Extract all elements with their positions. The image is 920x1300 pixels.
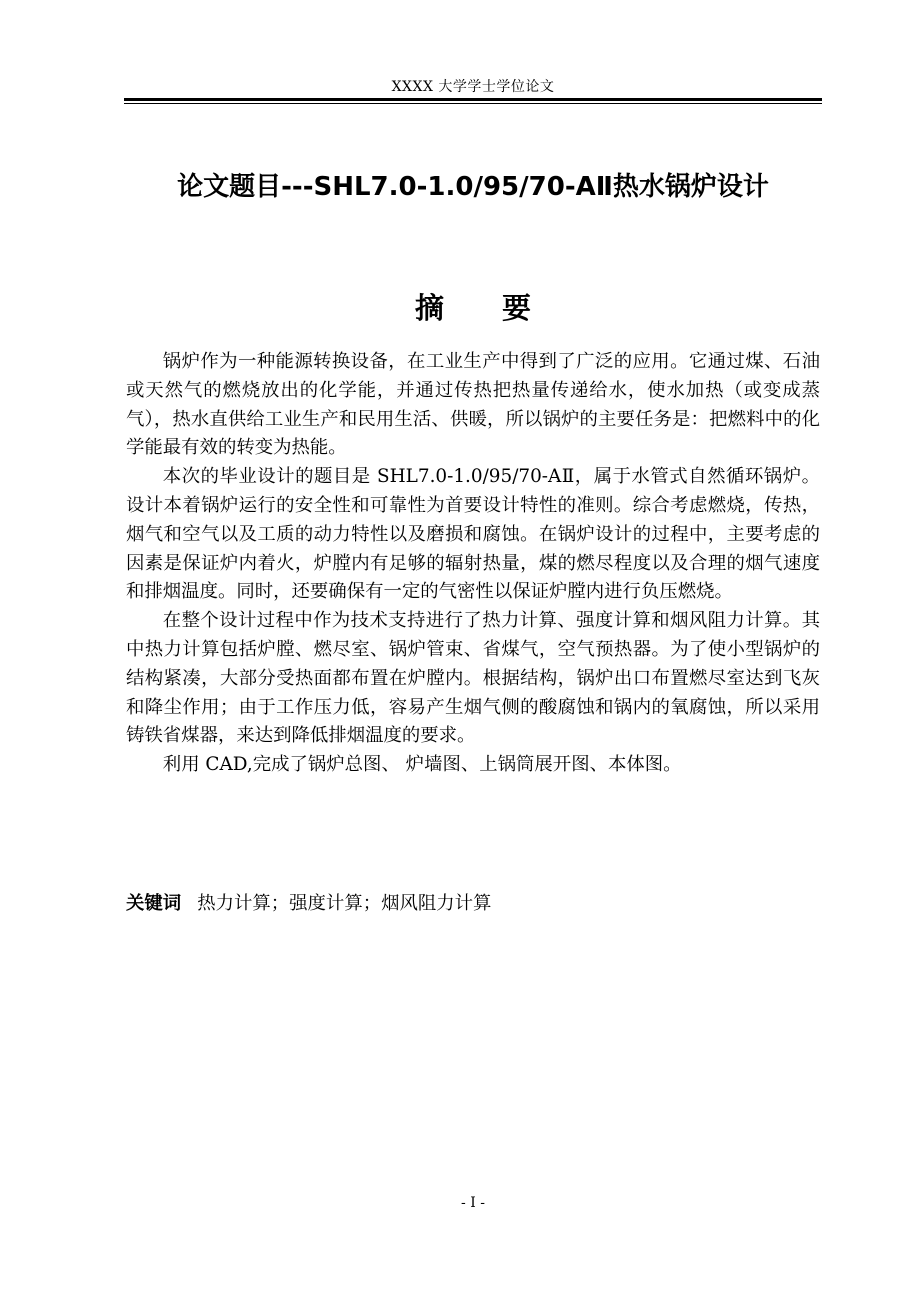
keywords-label: 关键词 bbox=[126, 893, 182, 914]
page-number: - I - bbox=[461, 1195, 485, 1211]
abstract-body bbox=[126, 348, 820, 780]
abstract-paragraph: 锅炉作为一种能源转换设备，在工业生产中得到了广泛的应用。它通过煤、石油或天然气的燃烧放出的化学能，并通过传热把热量传递给水，使水加热（或变成蒸气），热水直供给工业生产和民用生活、供暖，所以锅炉的主要任务是：把燃料中的化学能最有效的转变为热能。 bbox=[126, 351, 820, 459]
keywords-text: 热力计算；强度计算；烟风阻力计算 bbox=[197, 893, 492, 914]
abstract-paragraph: 在整个设计过程中作为技术支持进行了热力计算、强度计算和烟风阻力计算。其中热力计算包括炉膛、燃尽室、锅炉管束、省煤气，空气预热器。为了使小型锅炉的结构紧凑，大部分受热面都布置在炉膛内。根据结构，锅炉出口布置燃尽室达到飞灰和降尘作用；由于工作压力低，容易产生烟气侧的酸腐蚀和锅内的氧腐蚀，所以采用铸铁省煤器，来达到降低排烟温度的要求。 bbox=[126, 610, 820, 747]
running-header: XXXX 大学学士学位论文 bbox=[391, 79, 555, 95]
header-rule-thin bbox=[124, 103, 822, 104]
keywords-line bbox=[126, 890, 820, 918]
abstract-paragraph: 本次的毕业设计的题目是 SHL7.0-1.0/95/70-AⅡ，属于水管式自然循环锅炉。设计本着锅炉运行的安全性和可靠性为首要设计特性的准则。综合考虑燃烧，传热，烟气和空气以及工质的动力特性以及磨损和腐蚀。在锅炉设计的过程中，主要考虑的因素是保证炉内着火，炉膛内有足够的辐射热量，煤的燃尽程度以及合理的烟气速度和排烟温度。同时，还要确保有一定的气密性以保证炉膛内进行负压燃烧。 bbox=[126, 466, 820, 603]
header-rule-thick bbox=[124, 98, 822, 101]
abstract-paragraph: 利用 CAD,完成了锅炉总图、 炉墙图、上锅筒展开图、本体图。 bbox=[162, 754, 682, 776]
thesis-title: 论文题目---SHL7.0-1.0/95/70-AⅡ热水锅炉设计 bbox=[177, 172, 769, 202]
abstract-heading: 摘 要 bbox=[414, 291, 556, 325]
